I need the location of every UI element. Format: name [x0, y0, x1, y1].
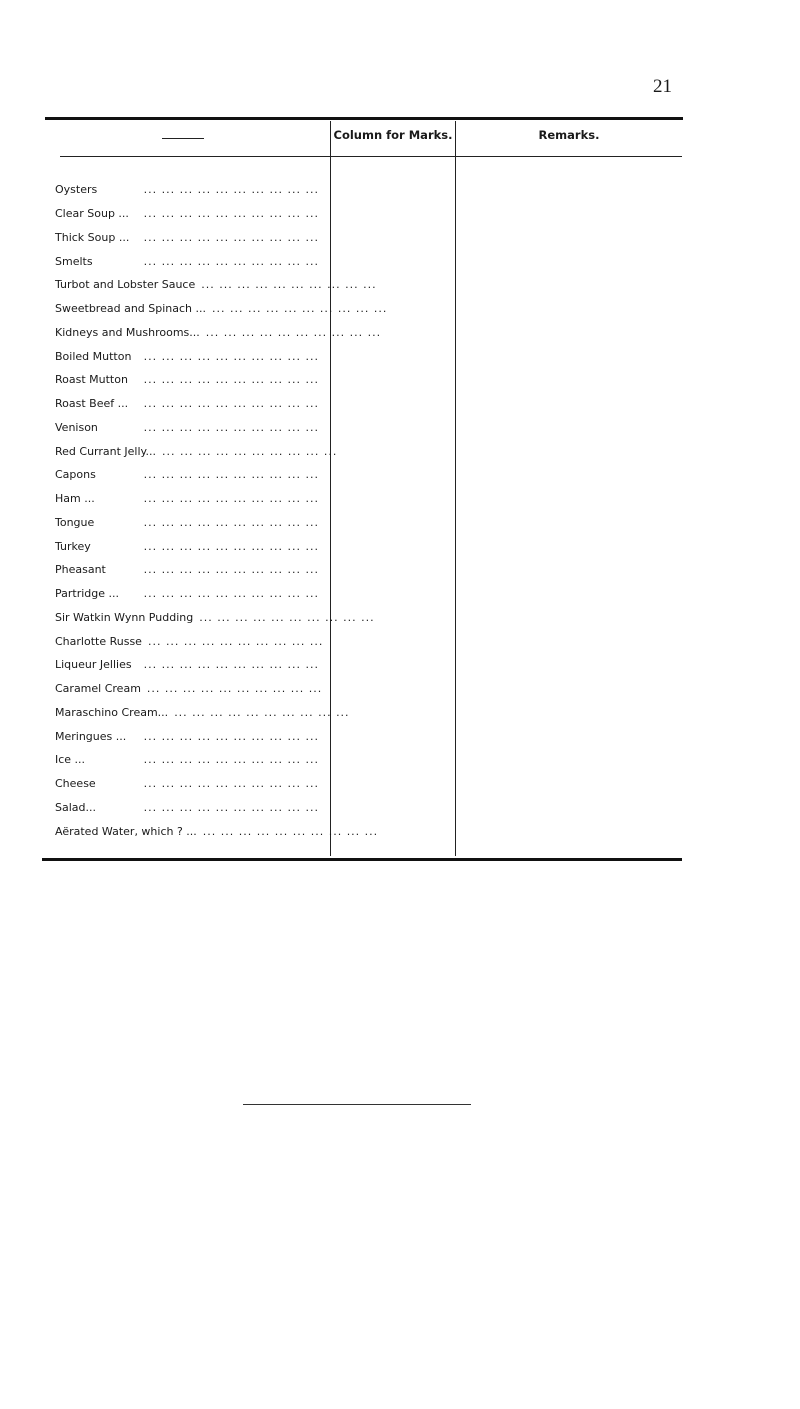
- table-row: [55, 819, 379, 843]
- table-row: [55, 392, 319, 416]
- header-first-column-dash: [162, 138, 204, 139]
- table-row: [55, 344, 319, 368]
- item-label: Ham ...: [55, 492, 95, 506]
- item-label: Turkey: [55, 539, 91, 553]
- table-row: [55, 724, 319, 748]
- dot-leader: ... ... ... ... ... ... ... ... ... ...: [212, 302, 388, 316]
- dot-leader: ... ... ... ... ... ... ... ... ... ...: [201, 278, 377, 292]
- dot-leader: ... ... ... ... ... ... ... ... ... ...: [143, 539, 319, 553]
- dot-leader: ... ... ... ... ... ... ... ... ... ...: [146, 682, 323, 696]
- item-label: Kidneys and Mushrooms...: [55, 325, 200, 339]
- table-top-rule: [45, 117, 683, 120]
- menu-item-list: [55, 178, 388, 843]
- table-row: [55, 416, 319, 440]
- item-label: Sir Watkin Wynn Pudding: [55, 610, 194, 624]
- dot-leader: ... ... ... ... ... ... ... ... ... ...: [143, 658, 319, 672]
- item-label: Salad...: [55, 800, 96, 814]
- table-row: [55, 772, 319, 796]
- table-row: [55, 226, 319, 250]
- dot-leader: ... ... ... ... ... ... ... ... ... ...: [143, 777, 319, 791]
- column-divider-marks: [330, 121, 331, 856]
- item-label: Aërated Water, which ? ...: [55, 824, 197, 838]
- table-row: [55, 701, 350, 725]
- item-label: Oysters: [55, 183, 98, 197]
- item-label: Roast Beef ...: [55, 397, 129, 411]
- dot-leader: ... ... ... ... ... ... ... ... ... ...: [143, 254, 319, 268]
- table-row: [55, 558, 319, 582]
- table-row: [55, 368, 319, 392]
- table-row: [55, 439, 338, 463]
- table-row: [55, 748, 319, 772]
- dot-leader: ... ... ... ... ... ... ... ... ... ...: [143, 515, 319, 529]
- dot-leader: ... ... ... ... ... ... ... ... ... ...: [161, 444, 338, 458]
- dot-leader: ... ... ... ... ... ... ... ... ... ...: [143, 468, 319, 482]
- item-label: Red Currant Jelly...: [55, 444, 156, 458]
- table-row: [55, 606, 375, 630]
- dot-leader: ... ... ... ... ... ... ... ... ... ...: [143, 230, 319, 244]
- dot-leader: ... ... ... ... ... ... ... ... ... ...: [143, 373, 319, 387]
- table-row: [55, 629, 324, 653]
- item-label: Roast Mutton: [55, 373, 128, 387]
- table-row: [55, 582, 319, 606]
- table-row: [55, 297, 388, 321]
- dot-leader: ... ... ... ... ... ... ... ... ... ...: [143, 587, 319, 601]
- item-label: Cheese: [55, 777, 96, 791]
- table-row: [55, 463, 319, 487]
- item-label: Clear Soup ...: [55, 207, 129, 221]
- dot-leader: ... ... ... ... ... ... ... ... ... ...: [143, 349, 319, 363]
- table-row: [55, 178, 319, 202]
- header-divider: [60, 156, 682, 157]
- table-row: [55, 534, 319, 558]
- table-row: [55, 511, 319, 535]
- dot-leader: ... ... ... ... ... ... ... ... ... ...: [143, 492, 319, 506]
- dot-leader: ... ... ... ... ... ... ... ... ... ...: [205, 325, 382, 339]
- table-row: [55, 202, 319, 226]
- dot-leader: ... ... ... ... ... ... ... ... ... ...: [143, 420, 319, 434]
- table-row: [55, 796, 319, 820]
- item-label: Charlotte Russe: [55, 634, 142, 648]
- item-label: Liqueur Jellies: [55, 658, 132, 672]
- table-row: [55, 249, 319, 273]
- dot-leader: ... ... ... ... ... ... ... ... ... ...: [202, 824, 379, 838]
- dot-leader: ... ... ... ... ... ... ... ... ... ...: [143, 729, 319, 743]
- dot-leader: ... ... ... ... ... ... ... ... ... ...: [143, 207, 319, 221]
- item-label: Pheasant: [55, 563, 106, 577]
- item-label: Meringues ...: [55, 729, 127, 743]
- item-label: Ice ...: [55, 753, 86, 767]
- item-label: Maraschino Cream...: [55, 705, 169, 719]
- table-row: [55, 487, 319, 511]
- column-header-remarks: Remarks.: [538, 128, 600, 142]
- table-bottom-rule: [42, 858, 682, 861]
- item-label: Venison: [55, 420, 98, 434]
- item-label: Turbot and Lobster Sauce: [55, 278, 196, 292]
- table-row: [55, 677, 323, 701]
- dot-leader: ... ... ... ... ... ... ... ... ... ...: [143, 753, 319, 767]
- dot-leader: ... ... ... ... ... ... ... ... ... ...: [147, 634, 324, 648]
- column-divider-remarks: [455, 121, 456, 856]
- item-label: Smelts: [55, 254, 93, 268]
- item-label: Boiled Mutton: [55, 349, 132, 363]
- dot-leader: ... ... ... ... ... ... ... ... ... ...: [143, 397, 319, 411]
- item-label: Capons: [55, 468, 96, 482]
- item-label: Thick Soup ...: [55, 230, 130, 244]
- dot-leader: ... ... ... ... ... ... ... ... ... ...: [143, 183, 319, 197]
- page-bottom-line: [243, 1104, 471, 1105]
- item-label: Caramel Cream: [55, 682, 141, 696]
- item-label: Tongue: [55, 515, 95, 529]
- dot-leader: ... ... ... ... ... ... ... ... ... ...: [143, 563, 319, 577]
- table-row: [55, 653, 319, 677]
- table-row: [55, 273, 377, 297]
- dot-leader: ... ... ... ... ... ... ... ... ... ...: [199, 610, 375, 624]
- column-header-marks: Column for Marks.: [333, 128, 453, 142]
- dot-leader: ... ... ... ... ... ... ... ... ... ...: [143, 800, 319, 814]
- table-row: [55, 321, 382, 345]
- item-label: Partridge ...: [55, 587, 120, 601]
- item-label: Sweetbread and Spinach ...: [55, 302, 207, 316]
- dot-leader: ... ... ... ... ... ... ... ... ... ...: [174, 705, 350, 719]
- page-number: 21: [653, 76, 672, 97]
